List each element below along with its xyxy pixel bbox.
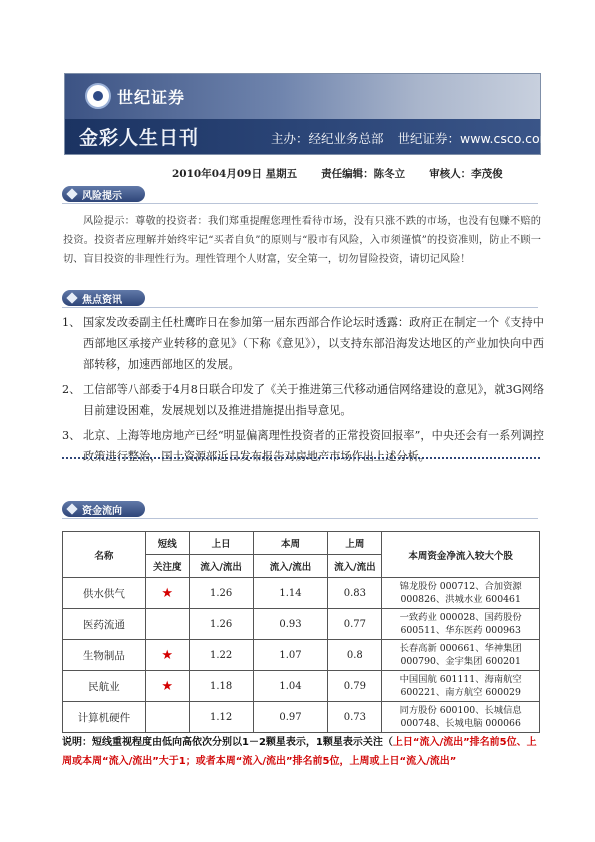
header-name: 名称 (63, 532, 146, 578)
item-number: 3、 (62, 429, 81, 442)
focus-news-item (62, 379, 544, 421)
explanation-note (62, 733, 544, 771)
item-number: 1、 (62, 316, 81, 329)
fund-section-title: 资金流向 (82, 506, 122, 517)
issue-date: 2010年04月09日 星期五 (172, 168, 298, 180)
reviewer-label: 审核人：李茂俊 (429, 168, 503, 180)
thisweek-value: 1.14 (253, 578, 328, 609)
header-stocks: 本周资金净流入较大个股 (382, 532, 540, 578)
banner-info (271, 129, 571, 147)
stocks-cell (382, 609, 540, 640)
stocks-line: 一致药业 000028、国药股份 (399, 612, 522, 623)
header-flow-lastweek: 流入/流出 (328, 555, 382, 578)
star-icon: ★ (145, 578, 189, 609)
star-icon (145, 609, 189, 640)
note-text-red: 上日“流入/流出”排名前5位、上周或本周“流入/流出”大于1；或者本周“流入/流出”排名前5位，上周或上日“流入/流出” (62, 737, 537, 767)
stocks-line: 000790、金宇集团 600201 (400, 656, 521, 667)
focus-news-item (62, 312, 544, 375)
stocks-line: 长春高新 000661、华神集团 (399, 643, 522, 654)
thisweek-value: 1.07 (253, 640, 328, 671)
table-row (63, 640, 540, 671)
thisweek-value: 0.97 (253, 702, 328, 733)
header-lastweek: 上周 (328, 532, 382, 555)
dotted-divider (62, 457, 540, 459)
fund-section-header (62, 501, 145, 517)
focus-section-title: 焦点资讯 (82, 295, 122, 306)
lastday-value: 1.12 (189, 702, 253, 733)
table-header-row (63, 532, 540, 555)
focus-news-list (62, 312, 544, 471)
lastweek-value: 0.83 (328, 578, 382, 609)
item-text: 国家发改委副主任杜鹰昨日在参加第一届东西部合作论坛时透露：政府正在制定一个《支持中西部地区承接产业转移的意见》（下称《意见》），以支持东部沿海发达地区的产业加快向中西部转移，加速西部地区的发展。 (83, 316, 544, 371)
risk-paragraph: 风险提示：尊敬的投资者：我们郑重提醒您理性看待市场，没有只涨不跌的市场，也没有包赚不赔的投资。投资者应理解并始终牢记“买者自负”的原则与“股市有风险，入市须谨慎”的投资准则，防止不顾一切、盲目投资的非理性行为。理性管理个人财富，安全第一，切勿冒险投资，请切记风险！ (63, 216, 541, 265)
lastweek-value: 0.79 (328, 671, 382, 702)
header-flow-thisweek: 流入/流出 (253, 555, 328, 578)
lastday-value: 1.22 (189, 640, 253, 671)
header-banner (64, 73, 571, 155)
lastweek-value: 0.8 (328, 640, 382, 671)
lastday-value: 1.18 (189, 671, 253, 702)
dateline (172, 166, 503, 181)
fund-flow-table (62, 531, 540, 733)
stocks-cell (382, 702, 540, 733)
focus-news-item (62, 425, 544, 467)
stocks-cell (382, 578, 540, 609)
sector-name: 医药流通 (63, 609, 146, 640)
lastday-value: 1.26 (189, 609, 253, 640)
lastday-value: 1.26 (189, 578, 253, 609)
stocks-line: 中国国航 601111、海南航空 (399, 674, 522, 685)
table-row (63, 671, 540, 702)
sector-name: 民航业 (63, 671, 146, 702)
thisweek-value: 1.04 (253, 671, 328, 702)
focus-section-divider (62, 307, 538, 308)
stocks-line: 锦龙股份 000712、合加资源 (399, 581, 522, 592)
stocks-line: 000748、长城电脑 000066 (400, 718, 521, 729)
header-lastday: 上日 (189, 532, 253, 555)
header-flow-lastday: 流入/流出 (189, 555, 253, 578)
stocks-cell (382, 640, 540, 671)
company-logo-text: 世纪证券 (117, 88, 186, 107)
stocks-line: 000826、洪城水业 600461 (400, 594, 521, 605)
risk-section-header (62, 186, 145, 202)
company-logo-icon (85, 83, 111, 109)
table-row (63, 702, 540, 733)
stocks-line: 600221、南方航空 600029 (400, 687, 521, 698)
star-icon: ★ (145, 640, 189, 671)
risk-section-title: 风险提示 (82, 191, 122, 202)
star-icon (145, 702, 189, 733)
editor-label: 责任编辑：陈冬立 (321, 168, 406, 180)
host-label: 主办：经纪业务总部 (271, 131, 384, 146)
focus-section-header (62, 290, 145, 306)
stocks-cell (382, 671, 540, 702)
header-short: 短线 (145, 532, 189, 555)
stocks-line: 600511、华东医药 000963 (400, 625, 521, 636)
website-label: 世纪证券：www.csco.com.cn (397, 131, 571, 146)
stocks-line: 同方股份 600100、长城信息 (399, 705, 522, 716)
sector-name: 供水供气 (63, 578, 146, 609)
item-number: 2、 (62, 383, 81, 396)
risk-section-divider (62, 203, 538, 204)
item-text: 北京、上海等地房地产已经“明显偏离理性投资者的正常投资回报率”，中央还会有一系列调控政策进行整治，国土资源部近日发布报告对房地产市场作出上述分析。 (83, 429, 544, 463)
note-text-black: 说明：短线重视程度由低向高依次分别以1－2颗星表示，1颗星表示关注（ (62, 737, 393, 748)
thisweek-value: 0.93 (253, 609, 328, 640)
item-text: 工信部等八部委于4月8日联合印发了《关于推进第三代移动通信网络建设的意见》，就3G网络目前建设困难，发展规划以及推进措施提出指导意见。 (83, 383, 545, 417)
header-thisweek: 本周 (253, 532, 328, 555)
sector-name: 计算机硬件 (63, 702, 146, 733)
publication-title: 金彩人生日刊 (79, 127, 200, 149)
header-attention: 关注度 (145, 555, 189, 578)
lastweek-value: 0.73 (328, 702, 382, 733)
star-icon: ★ (145, 671, 189, 702)
sector-name: 生物制品 (63, 640, 146, 671)
table-row (63, 578, 540, 609)
lastweek-value: 0.77 (328, 609, 382, 640)
fund-section-divider (62, 518, 538, 519)
table-row (63, 609, 540, 640)
